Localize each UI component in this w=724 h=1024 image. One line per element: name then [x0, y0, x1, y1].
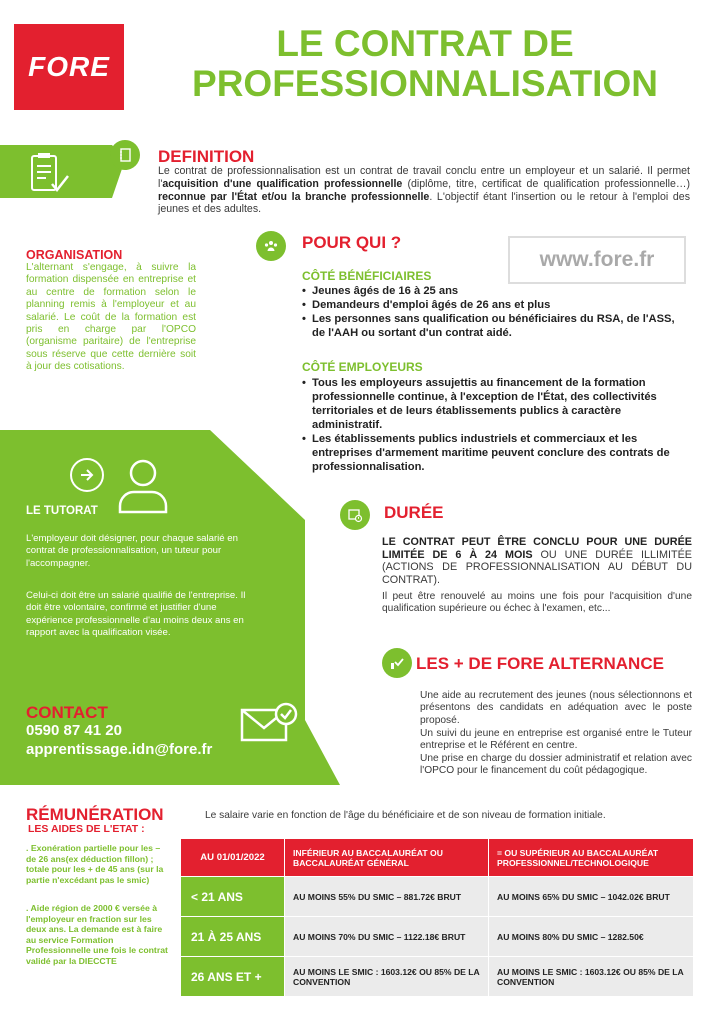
definition-t1: Le contrat de professionnalisation est un contrat de travail conclu entre un employeur et un salarié. Il permet l'	[158, 165, 690, 190]
plus-p1: Une aide au recrutement des jeunes (nous sélectionnons et présentons des candidats en adéquation avec le poste proposé.	[420, 690, 692, 726]
calendar-clock-icon	[340, 500, 370, 530]
benef-title: CÔTÉ BÉNÉFICIAIRES	[302, 269, 432, 283]
aide-2: . Aide région de 2000 € versée à l'employeur en fraction sur les deux ans. La demande est à faire au service Formation Professionnelle une fois le contrat validé par la DIECCTE	[26, 903, 168, 966]
tutorat-heading: LE TUTORAT	[26, 505, 98, 517]
table-row	[181, 877, 694, 917]
title-line2: PROFESSIONNALISATION	[192, 63, 658, 104]
mail-check-icon	[240, 702, 300, 744]
remuneration-heading: RÉMUNÉRATION	[26, 805, 164, 824]
duree-t1: OU UNE DURÉE ILLIMITÉE (ACTIONS DE PROFESSIONNALISATION AU DÉBUT DU CONTRAT).	[382, 548, 692, 586]
empl-title: CÔTÉ EMPLOYEURS	[302, 360, 423, 374]
table-header-row	[181, 839, 694, 877]
hand-check-icon	[382, 648, 412, 678]
website-box[interactable]	[508, 236, 686, 284]
table-age-cell: 26 ANS ET +	[181, 957, 285, 997]
plus-p3: Une prise en charge du dossier administratif et relation avec l'OPCO pour le financement du coût pédagogique.	[420, 753, 692, 777]
website-text: www.fore.fr	[539, 248, 655, 271]
list-item: • Demandeurs d'emploi âgés de 26 ans et plus	[302, 298, 687, 312]
definition-heading: DEFINITION	[158, 147, 255, 166]
list-item: • Les personnes sans qualification ou bénéficiaires du RSA, de l'ASS, de l'AAH ou sortant d'un contrat aidé.	[302, 312, 687, 340]
table-age-cell: < 21 ANS	[181, 877, 285, 917]
plus-p2: Un suivi du jeune en entreprise est organisé entre le Tuteur entreprise et le Référent en centre.	[420, 728, 692, 752]
remuneration-sub: LES AIDES DE L'ETAT :	[28, 823, 145, 835]
page-title	[140, 24, 710, 104]
table-cell: AU MOINS 65% DU SMIC – 1042.02€ BRUT	[489, 877, 694, 917]
table-header-cell: INFÉRIEUR AU BACCALAURÉAT OU BACCALAURÉAT GÉNÉRAL	[285, 839, 489, 877]
benef-list	[302, 284, 687, 340]
definition-b1: acquisition d'une qualification professionnelle	[162, 177, 403, 190]
contact-phone[interactable]: 0590 87 41 20	[26, 722, 122, 739]
clipboard-icon	[26, 152, 72, 196]
tutorat-p1: L'employeur doit désigner, pour chaque salarié en contrat de professionnalisation, un tuteur pour l'accompagner.	[26, 533, 238, 569]
table-row	[181, 917, 694, 957]
definition-t2: (diplôme, titre, certificat de qualification professionnelle…)	[402, 177, 690, 190]
arrow-circle-icon	[70, 458, 104, 492]
definition-text	[158, 165, 690, 216]
contact-email[interactable]: apprentissage.idn@fore.fr	[26, 741, 213, 758]
table-header-cell: AU 01/01/2022	[181, 839, 285, 877]
definition-b2: reconnue par l'État et/ou la branche professionnelle	[158, 190, 430, 203]
tutorat-p2: Celui-ci doit être un salarié qualifié de l'entreprise. Il doit être volontaire, confirmé et justifier d'une expérience professionnelle d'au moins deux ans en rapport avec la qualification visée.	[26, 590, 246, 639]
list-item: • Jeunes âgés de 16 à 25 ans	[302, 284, 687, 298]
table-row	[181, 957, 694, 997]
definition-t3: . L'objectif étant l'insertion ou le retour à l'emploi des jeunes et des adultes.	[158, 190, 690, 216]
list-item: • Tous les employeurs assujettis au financement de la formation professionnelle continue, à l'exception de l'État, des collectivités territoriales et de leurs établissements publics à caractère administratif.	[302, 376, 682, 432]
aide-1: . Exonération partielle pour les – de 26 ans(ex déduction fillon) ; totale pour les + de 45 ans (sur la partie n'excédant pas le smic)	[26, 843, 164, 885]
person-icon	[116, 456, 170, 514]
people-icon	[256, 231, 286, 261]
empl-list	[302, 376, 682, 474]
logo-text: FORE	[28, 51, 110, 82]
duree-b1: LE CONTRAT PEUT ÊTRE CONCLU POUR UNE DURÉE LIMITÉE DE 6 À 24 MOIS	[382, 536, 692, 561]
duree-heading: DURÉE	[384, 503, 444, 522]
table-age-cell: 21 À 25 ANS	[181, 917, 285, 957]
remuneration-table	[180, 838, 694, 997]
table-cell: AU MOINS 80% DU SMIC – 1282.50€	[489, 917, 694, 957]
title-line1: LE CONTRAT DE	[276, 23, 574, 64]
contact-heading: CONTACT	[26, 703, 108, 722]
organisation-text: L'alternant s'engage, à suivre la formation dispensée en entreprise et au centre de formation selon le planning remis à l'employeur et au salarié. Le coût de la formation est pris en charge par l'OPCO (organisme paritaire) de l'entreprise sous réserve que cette dernière soit à jour des cotisations.	[26, 262, 196, 373]
duree-p2: Il peut être renouvelé au moins une fois pour l'acquisition d'une qualification supérieure ou échec à l'examen, etc...	[382, 591, 692, 615]
table-header-cell: = OU SUPÉRIEUR AU BACCALAURÉAT PROFESSIONNEL/TECHNOLOGIQUE	[489, 839, 694, 877]
table-cell: AU MOINS LE SMIC : 1603.12€ OU 85% DE LA CONVENTION	[489, 957, 694, 997]
duree-text	[382, 536, 692, 586]
list-item: • Les établissements publics industriels et commerciaux et les entreprises d'armement maritime peuvent conclure des contrats de professionnalisation.	[302, 432, 682, 474]
table-cell: AU MOINS LE SMIC : 1603.12€ OU 85% DE LA CONVENTION	[285, 957, 489, 997]
table-cell: AU MOINS 55% DU SMIC – 881.72€ BRUT	[285, 877, 489, 917]
pour-qui-heading: POUR QUI ?	[302, 233, 402, 252]
notebook-icon	[110, 140, 140, 170]
remuneration-intro: Le salaire varie en fonction de l'âge du bénéficiaire et de son niveau de formation initiale.	[205, 810, 606, 821]
plus-heading: LES + DE FORE ALTERNANCE	[416, 654, 664, 673]
fore-logo	[14, 24, 124, 110]
organisation-heading: ORGANISATION	[26, 248, 123, 262]
table-cell: AU MOINS 70% DU SMIC – 1122.18€ BRUT	[285, 917, 489, 957]
